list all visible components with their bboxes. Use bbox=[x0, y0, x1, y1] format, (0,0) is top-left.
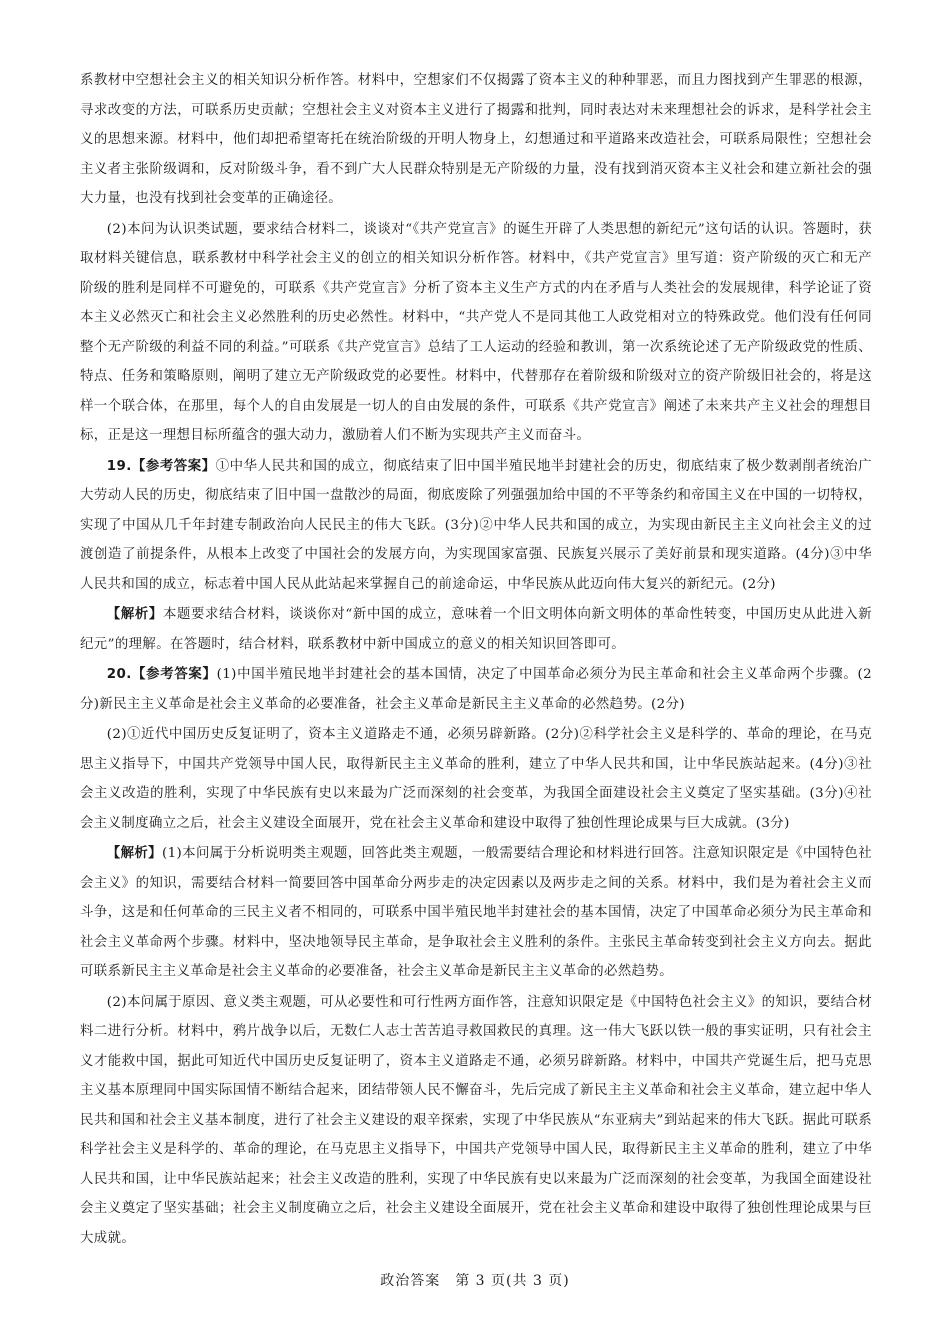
paragraph-1 bbox=[80, 66, 872, 214]
analysis-20-label: 【解析】 bbox=[106, 846, 162, 861]
page-footer: 政治答案 第 3 页(共 3 页) bbox=[380, 1273, 570, 1289]
analysis-20-part-2-text: (2)本问属于原因、意义类主观题，可从必要性和可行性两方面作答，注意知识限定是《中国特色社会主义》的知识，要结合材料二进行分析。材料中，鸦片战争以后，无数仁人志士苦苦追寻救国救民的真理。这一伟大飞跃以铁一般的事实证明，只有社会主义才能救中国，据此可知近代中国历史反复证明了，资本主义道路走不通，必须另辟新路。材料中，中国共产党诞生后，把马克思主义基本原理同中国实际国情不断结合起来，团结带领人民不懈奋斗，先后完成了新民主主义革命和社会主义革命，建立起中华人民共和国和社会主义基本制度，进行了社会主义建设的艰辛探索，实现了中华民族从“东亚病夫”到站起来的伟大飞跃。据此可联系科学社会主义是科学的、革命的理论，在马克思主义指导下，中国共产党领导中国人民，取得新民主主义革命的胜利，建立了中华人民共和国，让中华民族站起来；社会主义改造的胜利，实现了中华民族有史以来最为广泛而深刻的社会变革，为我国全面建设社会主义奠定了坚实基础；社会主义制度确立之后，社会主义建设全面展开，党在社会主义革命和建设中取得了独创性理论成果与巨大成就。 bbox=[80, 994, 872, 1246]
answer-20 bbox=[80, 660, 872, 719]
analysis-20 bbox=[80, 839, 872, 987]
analysis-19-text: 本题要求结合材料，谈谈你对“新中国的成立，意味着一个旧文明体向新文明体的革命性转变，中国历史从此进入新纪元”的理解。在答题时，结合材料，联系教材中新中国成立的意义的相关知识回答即可。 bbox=[80, 607, 872, 652]
answer-20-text: (1)中国半殖民地半封建社会的基本国情，决定了中国革命必须分为民主革命和社会主义革命两个步骤。(2分)新民主主义革命是社会主义革命的必要准备，社会主义革命是新民主主义革命的必然趋势。(2分) bbox=[80, 667, 872, 712]
answer-20-part-2-text: (2)①近代中国历史反复证明了，资本主义道路走不通，必须另辟新路。(2分)②科学社会主义是科学的、革命的理论，在马克思主义指导下，中国共产党领导中国人民，取得新民主主义革命的胜利，建立了中华人民共和国，让中华民族站起来。(4分)③社会主义改造的胜利，实现了中华民族有史以来最为广泛而深刻的社会变革，为我国全面建设社会主义奠定了坚实基础。(3分)④社会主义制度确立之后，社会主义建设全面展开，党在社会主义革命和建设中取得了独创性理论成果与巨大成就。(3分) bbox=[80, 727, 872, 831]
answer-19 bbox=[80, 452, 872, 600]
answer-20-label: 20.【参考答案】 bbox=[106, 667, 217, 682]
answer-19-text: ①中华人民共和国的成立，彻底结束了旧中国半殖民地半封建社会的历史，彻底结束了极少数剥削者统治广大劳动人民的历史，彻底结束了旧中国一盘散沙的局面，彻底废除了列强强加给中国的不平等条约和帝国主义在中国的一切特权，实现了中国从几千年封建专制政治向人民民主的伟大飞跃。(3分)②中华人民共和国的成立，为实现由新民主主义向社会主义的过渡创造了前提条件，从根本上改变了中国社会的发展方向，为实现国家富强、民族复兴展示了美好前景和现实道路。(4分)③中华人民共和国的成立，标志着中国人民从此站起来掌握自己的前途命运，中华民族从此迈向伟大复兴的新纪元。(2分) bbox=[80, 458, 872, 592]
analysis-20-text: (1)本问属于分析说明类主观题，回答此类主观题，一般需要结合理论和材料进行回答。注意知识限定是《中国特色社会主义》的知识，需要结合材料一简要回答中国革命分两步走的决定因素以及两步走之间的关系。材料中，我们是为着社会主义而斗争，这是和任何革命的三民主义者不相同的，可联系中国半殖民地半封建社会的基本国情，决定了中国革命必须分为民主革命和社会主义革命两个步骤。材料中，坚决地领导民主革命，是争取社会主义胜利的条件。主张民主革命转变到社会主义方向去。据此可联系新民主主义革命是社会主义革命的必要准备，社会主义革命是新民主主义革命的必然趋势。 bbox=[80, 846, 872, 979]
paragraph-2-text: (2)本问为认识类试题，要求结合材料二，谈谈对“《共产党宣言》的诞生开辟了人类思想的新纪元”这句话的认识。答题时，获取材料关键信息，联系教材中科学社会主义的创立的相关知识分析作答。材料中，《共产党宣言》里写道：资产阶级的灭亡和无产阶级的胜利是同样不可避免的，可联系《共产党宣言》分析了资本主义生产方式的内在矛盾与人类社会的发展规律，科学论证了资本主义必然灭亡和社会主义必然胜利的历史必然性。材料中，“共产党人不是同其他工人政党相对立的特殊政党。他们没有任何同整个无产阶级的利益不同的利益。”可联系《共产党宣言》总结了工人运动的经验和教训，第一次系统论述了无产阶级政党的性质、特点、任务和策略原则，阐明了建立无产阶级政党的必要性。材料中，代替那存在着阶级和阶级对立的资产阶级旧社会的，将是这样一个联合体，在那里，每个人的自由发展是一切人的自由发展的条件，可联系《共产党宣言》阐述了未来共产主义社会的理想目标，正是这一理想目标所蕴含的强大动力，激励着人们不断为实现共产主义而奋斗。 bbox=[80, 221, 872, 443]
document-body bbox=[80, 66, 872, 1254]
answer-20-part-2 bbox=[80, 720, 872, 838]
analysis-20-part-2 bbox=[80, 988, 872, 1254]
analysis-19 bbox=[80, 600, 872, 659]
paragraph-2 bbox=[80, 215, 872, 451]
paragraph-1-text: 系教材中空想社会主义的相关知识分析作答。材料中，空想家们不仅揭露了资本主义的种种罪恶，而且力图找到产生罪恶的根源，寻求改变的方法，可联系历史贡献；空想社会主义对资本主义进行了揭露和批判，同时表达对未来理想社会的诉求，是科学社会主义的思想来源。材料中，他们却把希望寄托在统治阶级的开明人物身上，幻想通过和平道路来改造社会，可联系局限性；空想社会主义者主张阶级调和，反对阶级斗争，看不到广大人民群众特别是无产阶级的力量，没有找到消灭资本主义社会和建立新社会的强大力量，也没有找到社会变革的正确途径。 bbox=[80, 73, 872, 206]
answer-19-label: 19.【参考答案】 bbox=[106, 458, 216, 474]
analysis-19-label: 【解析】 bbox=[106, 607, 163, 622]
